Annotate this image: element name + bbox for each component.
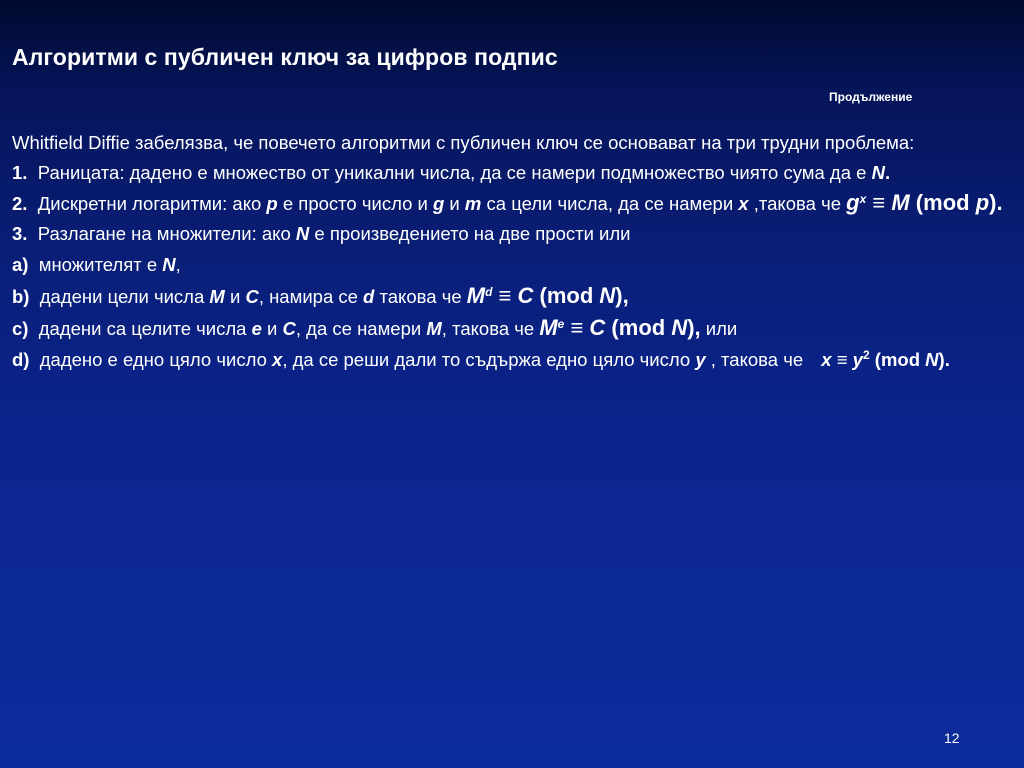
item3-text2: е произведението на две прости или — [309, 223, 631, 244]
item1-text: Раницата: дадено е множество от уникални числа, да се намери подмножество чиято сума — [37, 162, 825, 183]
itemD-var-x: x — [272, 349, 283, 370]
itemD-formula-equiv: ≡ — [831, 349, 853, 370]
itemB-label: b) — [12, 286, 30, 307]
page-number: 12 — [944, 730, 960, 746]
item3-var-n: N — [295, 223, 310, 244]
itemD-formula-x: x — [821, 349, 832, 370]
itemB-text4: такова че — [374, 286, 467, 307]
itemD-formula-exp-2: 2 — [862, 347, 870, 362]
itemC-formula-exp-e: e — [557, 316, 565, 331]
item2-number: 2. — [12, 193, 28, 214]
itemC-text3: , да се намери — [295, 318, 427, 339]
itemD-text3: , такова че — [705, 349, 804, 370]
itemD-formula-n: N — [925, 349, 939, 370]
itemA-text2: , — [175, 254, 181, 275]
item2-formula-g: g — [846, 190, 860, 215]
item3-text1: Разлагане на множители: ако — [37, 223, 296, 244]
itemC-text1: дадени са целите числа — [38, 318, 252, 339]
itemC-var-e: e — [251, 318, 262, 339]
item1-var-n: N — [871, 162, 885, 183]
itemD-formula-mod: (mod — [869, 349, 926, 370]
item2-var-p: p — [266, 193, 278, 214]
item2-text6: че — [821, 193, 847, 214]
itemA-var-n: N — [162, 254, 176, 275]
itemB-text2: и — [224, 286, 246, 307]
item3-number: 3. — [12, 223, 28, 244]
list-item-c — [12, 315, 1017, 341]
itemB-text1: дадени цели числа — [39, 286, 210, 307]
item2-text2: е просто число и — [277, 193, 433, 214]
itemB-text3: , намира се — [258, 286, 364, 307]
itemD-formula-y: y — [852, 349, 863, 370]
itemB-formula-m: M — [466, 283, 486, 308]
list-item-3 — [12, 221, 1017, 246]
item2-formula-close: ). — [989, 190, 1003, 215]
itemC-formula-equiv: ≡ — [564, 315, 590, 340]
list-item-b — [12, 283, 1017, 309]
itemA-text1: множителят е — [38, 254, 163, 275]
slide-subtitle: Продължение — [829, 90, 913, 104]
slide-body — [12, 130, 1017, 372]
itemC-text5: или — [700, 318, 738, 339]
itemC-formula-m: M — [539, 315, 558, 340]
list-item-d — [12, 347, 1017, 372]
list-item-1 — [12, 160, 1017, 185]
itemC-var-m: M — [426, 318, 442, 339]
list-item-a — [12, 252, 1017, 277]
item2-formula-equiv: ≡ — [866, 190, 892, 215]
itemD-label: d) — [12, 349, 30, 370]
intro-paragraph — [12, 130, 1017, 155]
item2-text4: са цели числа, да се намери — [481, 193, 739, 214]
itemB-formula-exp-d: d — [485, 284, 493, 299]
item2-var-x: x — [738, 193, 749, 214]
itemD-formula-close: ). — [938, 349, 950, 370]
itemA-label: a) — [12, 254, 29, 275]
itemD-var-y: y — [695, 349, 706, 370]
itemB-formula-mod: (mod — [533, 283, 600, 308]
itemB-formula-close: ), — [615, 283, 629, 308]
itemB-formula-c: C — [517, 283, 534, 308]
list-item-2 — [12, 190, 1017, 216]
item1-dot: . — [884, 162, 891, 183]
item2-formula-exp-x: x — [859, 191, 867, 206]
itemB-var-m: M — [209, 286, 225, 307]
itemC-text4: , такова че — [441, 318, 540, 339]
slide-title: Алгоритми с публичен ключ за цифров подпис — [12, 44, 558, 70]
item1-number: 1. — [12, 162, 28, 183]
intro-line1: Whitfield Diffie забелязва, че повечето алгоритми с публичен ключ се основават на три трудни — [12, 132, 820, 153]
itemC-formula-c: C — [589, 315, 606, 340]
item2-var-m: m — [464, 193, 482, 214]
item1-text2: да е — [829, 162, 872, 183]
item2-var-g: g — [432, 193, 445, 214]
item2-text5: ,такова — [748, 193, 816, 214]
itemC-text2: и — [261, 318, 283, 339]
itemB-var-d: d — [363, 286, 375, 307]
item2-formula-p: p — [975, 190, 990, 215]
itemC-formula-close: ), — [687, 315, 701, 340]
item2-formula-mod: (mod — [909, 190, 976, 215]
item2-text1: Дискретни логаритми: ако — [37, 193, 267, 214]
itemC-formula-n: N — [671, 315, 688, 340]
item2-text3: и — [444, 193, 465, 214]
item2-formula-m: M — [891, 190, 910, 215]
itemD-text1: дадено е едно цяло число — [39, 349, 273, 370]
itemB-var-c: C — [245, 286, 259, 307]
itemD-text2: , да се реши дали то съдържа едно цяло число — [282, 349, 696, 370]
itemB-formula-equiv: ≡ — [492, 283, 518, 308]
itemB-formula-n: N — [599, 283, 616, 308]
itemC-formula-mod: (mod — [605, 315, 672, 340]
intro-line2: проблема: — [824, 132, 915, 153]
itemC-label: c) — [12, 318, 29, 339]
itemC-var-c: C — [282, 318, 296, 339]
